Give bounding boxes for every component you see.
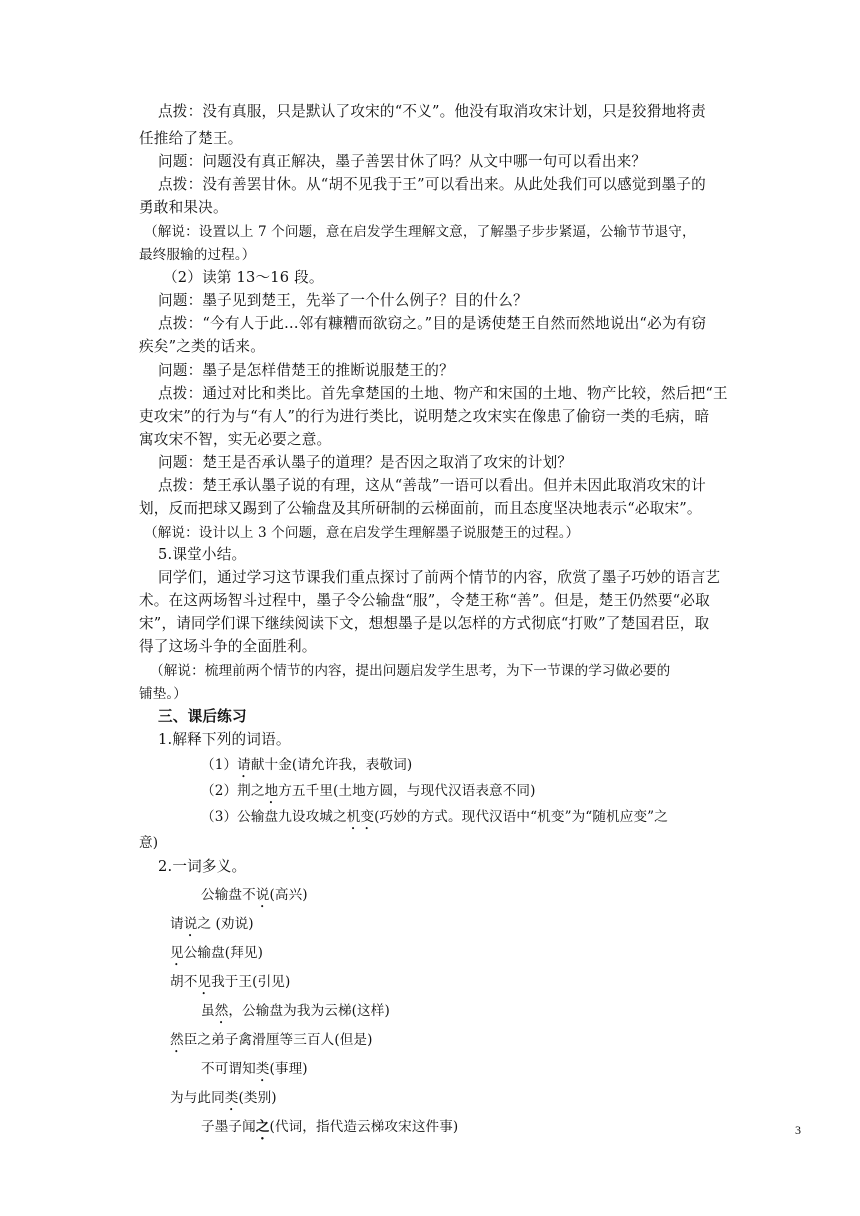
exercise-item: 意): [139, 835, 159, 851]
polysemy-item: 请说之 (劝说): [170, 916, 254, 932]
commentary-line: 铺垫。）: [139, 686, 187, 702]
paragraph-line: 任推给了楚王。: [139, 130, 243, 147]
paragraph-line: 问题：问题没有真正解决，墨子善罢甘休了吗？从文中哪一句可以看出来？: [158, 153, 647, 170]
paragraph-line: 问题：墨子见到楚王，先举了一个什么例子？目的什么？: [158, 292, 528, 309]
exercise-item: （3）公输盘九设攻城之机变(巧妙的方式。现代汉语中“机变”为“随机应变”之: [201, 809, 668, 825]
paragraph-line: 问题：墨子是怎样借楚王的推断说服楚王的？: [158, 362, 454, 379]
exercise-heading: 1.解释下列的词语。: [158, 731, 291, 748]
polysemy-item: 子墨子闻之(代词，指代造云梯攻宋这件事): [201, 1119, 459, 1135]
paragraph-line: 得了这场斗争的全面胜利。: [139, 638, 317, 655]
section-heading: 三、课后练习: [158, 708, 247, 725]
polysemy-item: 不可谓知类(事理): [201, 1061, 308, 1077]
paragraph-line: 寓攻宋不智，实无必要之意。: [139, 431, 332, 448]
section-heading: （2）读第 13～16 段。: [163, 269, 324, 286]
paragraph-line: 划，反而把球又踢到了公输盘及其所研制的云梯面前，而且态度坚决地表示“必取宋”。: [139, 500, 702, 517]
commentary-line: （解说：梳理前两个情节的内容，提出问题启发学生思考，为下一节课的学习做必要的: [150, 663, 671, 679]
polysemy-item: 公输盘不说(高兴): [201, 887, 308, 903]
paragraph-line: 宋”，请同学们课下继续阅读下文，想想墨子是以怎样的方式彻底“打败”了楚国君臣，取: [139, 615, 710, 632]
paragraph-line: 点拨：没有善罢甘休。从“胡不见我于王”可以看出来。从此处我们可以感觉到墨子的: [158, 176, 706, 193]
page-number: 3: [795, 1123, 801, 1137]
section-heading: 5.课堂小结。: [158, 546, 247, 563]
commentary-line: （解说：设置以上 7 个问题，意在启发学生理解文意，了解墨子步步紧逼，公输节节退守，: [144, 224, 696, 240]
polysemy-item: 胡不见我于王(引见): [170, 974, 291, 990]
paragraph-line: 吏攻宋”的行为与“有人”的行为进行类比，说明楚之攻宋实在像患了偷窃一类的毛病，暗: [139, 408, 710, 425]
paragraph-line: 点拨：“今有人于此…邻有糠糟而欲窃之。”目的是诱使楚王自然而然地说出“必为有窃: [158, 315, 707, 332]
paragraph-line: 点拨：通过对比和类比。首先拿楚国的土地、物产和宋国的土地、物产比较，然后把“王: [158, 385, 728, 402]
paragraph-line: 疾矣”之类的话来。: [139, 338, 266, 355]
paragraph-line: 点拨：楚王承认墨子说的有理，这从“善哉”一语可以看出。但并未因此取消攻宋的计: [158, 477, 706, 494]
polysemy-item: 然臣之弟子禽滑厘等三百人(但是): [170, 1032, 373, 1048]
polysemy-item: 见公输盘(拜见): [170, 945, 263, 961]
paragraph-line: 勇敢和果决。: [139, 199, 228, 216]
paragraph-line: 点拨：没有真服，只是默认了攻宋的“不义”。他没有取消攻宋计划，只是狡猾地将责: [158, 103, 706, 120]
exercise-heading: 2.一词多义。: [158, 858, 247, 875]
commentary-line: 最终服输的过程。）: [139, 247, 256, 263]
paragraph-line: 术。在这两场智斗过程中，墨子令公输盘“服”，令楚王称“善”。但是，楚王仍然要“必取: [139, 592, 710, 609]
exercise-item: （2）荆之地方五千里(土地方圆，与现代汉语表意不同): [201, 783, 536, 799]
exercise-item: （1）请献十金(请允许我，表敬词): [201, 757, 413, 773]
polysemy-item: 为与此同类(类别): [170, 1090, 277, 1106]
polysemy-item: 虽然，公输盘为我为云梯(这样): [201, 1003, 390, 1019]
paragraph-line: 问题：楚王是否承认墨子的道理？是否因之取消了攻宋的计划？: [158, 454, 573, 471]
commentary-line: （解说：设计以上 3 个问题，意在启发学生理解墨子说服楚王的过程。）: [144, 525, 580, 541]
paragraph-line: 同学们，通过学习这节课我们重点探讨了前两个情节的内容，欣赏了墨子巧妙的语言艺: [158, 569, 721, 586]
